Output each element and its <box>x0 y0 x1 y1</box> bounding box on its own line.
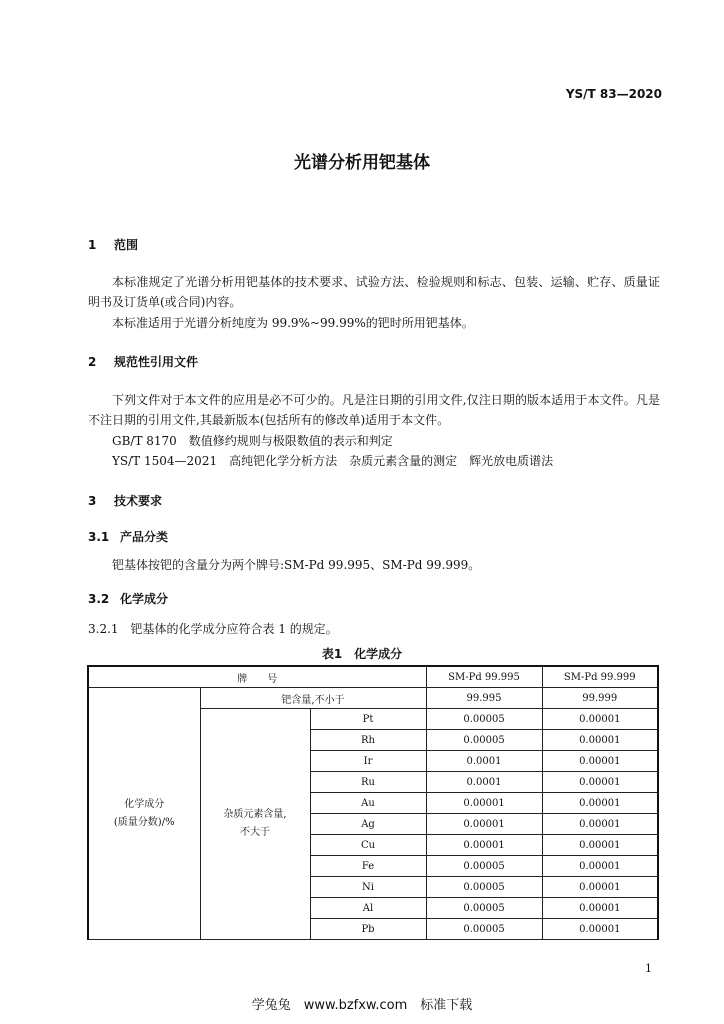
section-2-heading <box>88 353 198 370</box>
section-3-2-heading <box>88 590 168 607</box>
element-cell: Ni <box>310 877 426 898</box>
document-title: 光谱分析用钯基体 <box>294 153 430 173</box>
section-3-1-heading <box>88 528 168 545</box>
table-header-row <box>88 666 658 688</box>
section-title: 产品分类 <box>120 530 169 544</box>
section-number: 3.1 <box>88 530 110 544</box>
composition-label-cell <box>88 688 200 940</box>
scope-paragraph-2: 本标准适用于光谱分析纯度为 99.9%~99.99%的钯时所用钯基体。 <box>112 316 474 330</box>
standard-code: YS/T 83—2020 <box>565 87 662 101</box>
table-value-cell: 0.00005 <box>426 877 542 898</box>
table-value-cell: 0.00001 <box>542 835 658 856</box>
element-cell: Al <box>310 898 426 919</box>
element-cell: Pb <box>310 919 426 940</box>
classification-paragraph: 钯基体按钯的含量分为两个牌号:SM-Pd 99.995、SM-Pd 99.999。 <box>112 558 481 572</box>
scope-paragraph-1: 本标准规定了光谱分析用钯基体的技术要求、试验方法、检验规则和标志、包装、运输、贮存、质量证明书及订货单(或合同)内容。 <box>88 275 660 309</box>
element-cell: Fe <box>310 856 426 877</box>
grade-cell: SM-Pd 99.999 <box>542 666 658 688</box>
section-number: 2 <box>88 355 97 369</box>
table-value-cell: 0.00005 <box>426 919 542 940</box>
table-value-cell: 0.00001 <box>542 793 658 814</box>
table-value-cell: 0.0001 <box>426 772 542 793</box>
table-value-cell: 0.00001 <box>542 709 658 730</box>
impurity-label-cell <box>200 709 310 940</box>
section-title: 化学成分 <box>120 592 169 606</box>
page-number: 1 <box>645 962 652 975</box>
table-value-cell: 99.999 <box>542 688 658 709</box>
grade-cell: SM-Pd 99.995 <box>426 666 542 688</box>
table-value-cell: 0.00001 <box>542 856 658 877</box>
table-value-cell: 0.00001 <box>542 898 658 919</box>
section-title: 范围 <box>114 238 139 252</box>
element-cell: Ru <box>310 772 426 793</box>
element-cell: Ag <box>310 814 426 835</box>
table-value-cell: 0.00001 <box>426 835 542 856</box>
pd-content-label: 钯含量,不小于 <box>200 688 426 709</box>
element-cell: Rh <box>310 730 426 751</box>
table-value-cell: 0.00001 <box>542 772 658 793</box>
table-value-cell: 0.00005 <box>426 709 542 730</box>
section-number: 1 <box>88 238 97 252</box>
reference-2: YS/T 1504—2021 高纯钯化学分析方法 杂质元素含量的测定 辉光放电质谱法 <box>112 454 554 468</box>
table-caption: 表1 化学成分 <box>321 647 403 661</box>
table-value-cell: 0.00001 <box>542 877 658 898</box>
table-value-cell: 0.00001 <box>426 814 542 835</box>
references-paragraph: 下列文件对于本文件的应用是必不可少的。凡是注日期的引用文件,仅注日期的版本适用于本文件。凡是不注日期的引用文件,其最新版本(包括所有的修改单)适用于本文件。 <box>88 393 660 427</box>
table-value-cell: 0.00001 <box>542 730 658 751</box>
table-value-cell: 0.00005 <box>426 730 542 751</box>
table-value-cell: 0.00005 <box>426 856 542 877</box>
element-cell: Cu <box>310 835 426 856</box>
table-value-cell: 99.995 <box>426 688 542 709</box>
watermark-footer: 学兔兔 www.bzfxw.com 标准下载 <box>251 998 473 1013</box>
pd-content-row <box>88 688 658 709</box>
element-cell: Pt <box>310 709 426 730</box>
table-value-cell: 0.0001 <box>426 751 542 772</box>
impurity-label-limit: 不大于 <box>240 827 270 838</box>
element-cell: Ir <box>310 751 426 772</box>
section-title: 规范性引用文件 <box>114 355 199 369</box>
section-number: 3.2 <box>88 592 110 606</box>
grade-header-cell: 牌 号 <box>88 666 426 688</box>
section-3-heading <box>88 492 162 509</box>
table-value-cell: 0.00005 <box>426 898 542 919</box>
section-title: 技术要求 <box>114 494 163 508</box>
table-value-cell: 0.00001 <box>542 751 658 772</box>
section-number: 3 <box>88 494 97 508</box>
section-1-heading <box>88 236 138 253</box>
element-cell: Au <box>310 793 426 814</box>
impurity-label: 杂质元素含量, <box>223 809 287 820</box>
clause-3-2-1: 3.2.1 钯基体的化学成分应符合表 1 的规定。 <box>88 622 338 636</box>
composition-label: 化学成分 <box>124 798 165 810</box>
chemical-composition-table <box>87 665 659 940</box>
table-value-cell: 0.00001 <box>542 919 658 940</box>
table-value-cell: 0.00001 <box>426 793 542 814</box>
composition-unit: (质量分数)/% <box>113 816 175 828</box>
table-value-cell: 0.00001 <box>542 814 658 835</box>
reference-1: GB/T 8170 数值修约规则与极限数值的表示和判定 <box>112 434 393 448</box>
